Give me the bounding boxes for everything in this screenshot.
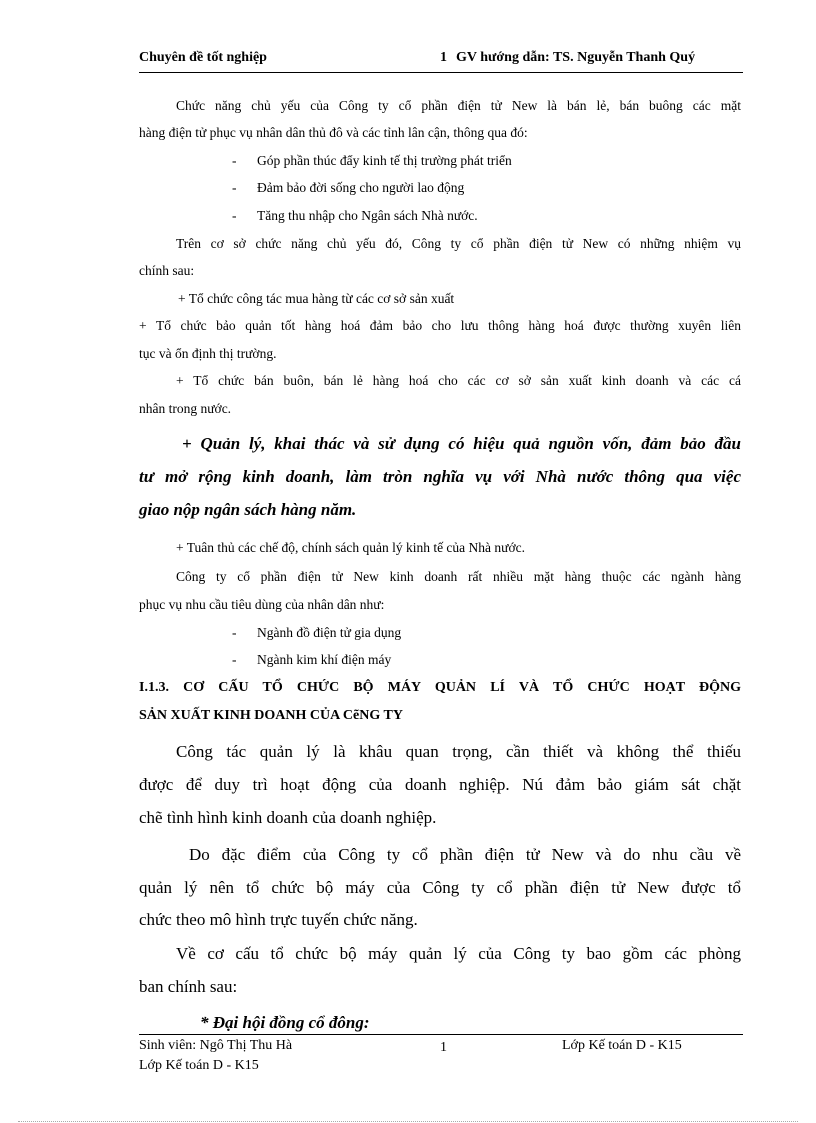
list-item: Ngành kim khí điện máy (257, 652, 392, 667)
footer-rule (139, 1034, 743, 1035)
duty-item: + Tổ chức bảo quản tốt hàng hoá đảm bảo cho lưu thông hàng hoá được thường xuyên liên (139, 318, 741, 333)
paragraph-text: quản lý nên tổ chức bộ máy của Công ty cổ phần điện tử New được tổ (139, 878, 741, 897)
duty-item: + Tổ chức công tác mua hàng từ các cơ sở sản xuất (178, 291, 455, 306)
subsection-heading: * Đại hội đồng cổ đông: (200, 1013, 370, 1032)
list-bullet: - (232, 625, 237, 640)
paragraph-text: Chức năng chủ yếu của Công ty cổ phần điện tử New là bán lẻ, bán buông các mặt (176, 98, 741, 113)
duty-item-emphasis: giao nộp ngân sách hàng năm. (139, 500, 357, 519)
list-item: Ngành đồ điện tử gia dụng (257, 625, 402, 640)
paragraph-text: được để duy trì hoạt động của doanh nghiệp. Nú đảm bảo giám sát chặt (139, 775, 741, 794)
paragraph-text: Do đặc điểm của Công ty cổ phần điện tử New và do nhu cầu về (189, 845, 741, 864)
header-page-number: 1 (440, 50, 447, 65)
paragraph-text: phục vụ nhu cầu tiêu dùng của nhân dân như: (139, 597, 385, 612)
paragraph-text: Trên cơ sở chức năng chủ yếu đó, Công ty cổ phần điện tử New có những nhiệm vụ (176, 236, 741, 251)
footer-class: Lớp Kế toán D - K15 (562, 1038, 682, 1053)
footer-class-secondary: Lớp Kế toán D - K15 (139, 1058, 259, 1073)
paragraph-text: chính sau: (139, 263, 195, 278)
duty-item: + Tuân thủ các chế độ, chính sách quản lý kinh tế của Nhà nước. (176, 540, 525, 555)
footer-page-number: 1 (440, 1040, 447, 1055)
duty-item: tục và ổn định thị trường. (139, 346, 277, 361)
paragraph-text: ban chính sau: (139, 977, 238, 996)
header-title: Chuyên đề tốt nghiệp (139, 50, 267, 65)
list-item: Đảm bảo đời sống cho người lao động (257, 180, 465, 195)
footer-student: Sinh viên: Ngô Thị Thu Hà (139, 1038, 293, 1053)
paragraph-text: Công tác quản lý là khâu quan trọng, cần thiết và không thể thiếu (176, 742, 741, 761)
list-item: Tăng thu nhập cho Ngân sách Nhà nước. (257, 208, 478, 223)
list-bullet: - (232, 652, 237, 667)
paragraph-text: chức theo mô hình trực tuyến chức năng. (139, 910, 418, 929)
paragraph-text: Về cơ cấu tổ chức bộ máy quản lý của Công ty bao gồm các phòng (176, 944, 741, 963)
duty-item: nhân trong nước. (139, 401, 232, 416)
header-advisor: GV hướng dẫn: TS. Nguyễn Thanh Quý (456, 50, 696, 65)
duty-item-emphasis: tư mở rộng kinh doanh, làm tròn nghĩa vụ với Nhà nước thông qua việc (139, 467, 741, 486)
paragraph-text: chẽ tình hình kinh doanh của doanh nghiệp. (139, 808, 437, 827)
paragraph-text: hàng điện tử phục vụ nhân dân thủ đô và các tỉnh lân cận, thông qua đó: (139, 125, 528, 140)
duty-item-emphasis: + Quản lý, khai thác và sử dụng có hiệu quả nguồn vốn, đảm bảo đầu (182, 434, 741, 453)
list-item: Góp phần thúc đẩy kinh tế thị trường phát triển (257, 153, 512, 168)
list-bullet: - (232, 180, 237, 195)
section-heading: I.1.3. CƠ CẤU TỔ CHỨC BỘ MÁY QUẢN LÍ VÀ TỔ CHỨC HOẠT ĐỘNG (139, 680, 741, 695)
list-bullet: - (232, 153, 237, 168)
paragraph-text: Công ty cổ phần điện tử New kinh doanh rất nhiều mặt hàng thuộc các ngành hàng (176, 569, 741, 584)
page-edge-divider (18, 1121, 798, 1122)
section-heading: SẢN XUẤT KINH DOANH CỦA CẽNG TY (139, 708, 403, 723)
list-bullet: - (232, 208, 237, 223)
duty-item: + Tổ chức bán buôn, bán lẻ hàng hoá cho các cơ sở sản xuất kinh doanh và các cá (176, 373, 741, 388)
header-rule (139, 72, 743, 73)
